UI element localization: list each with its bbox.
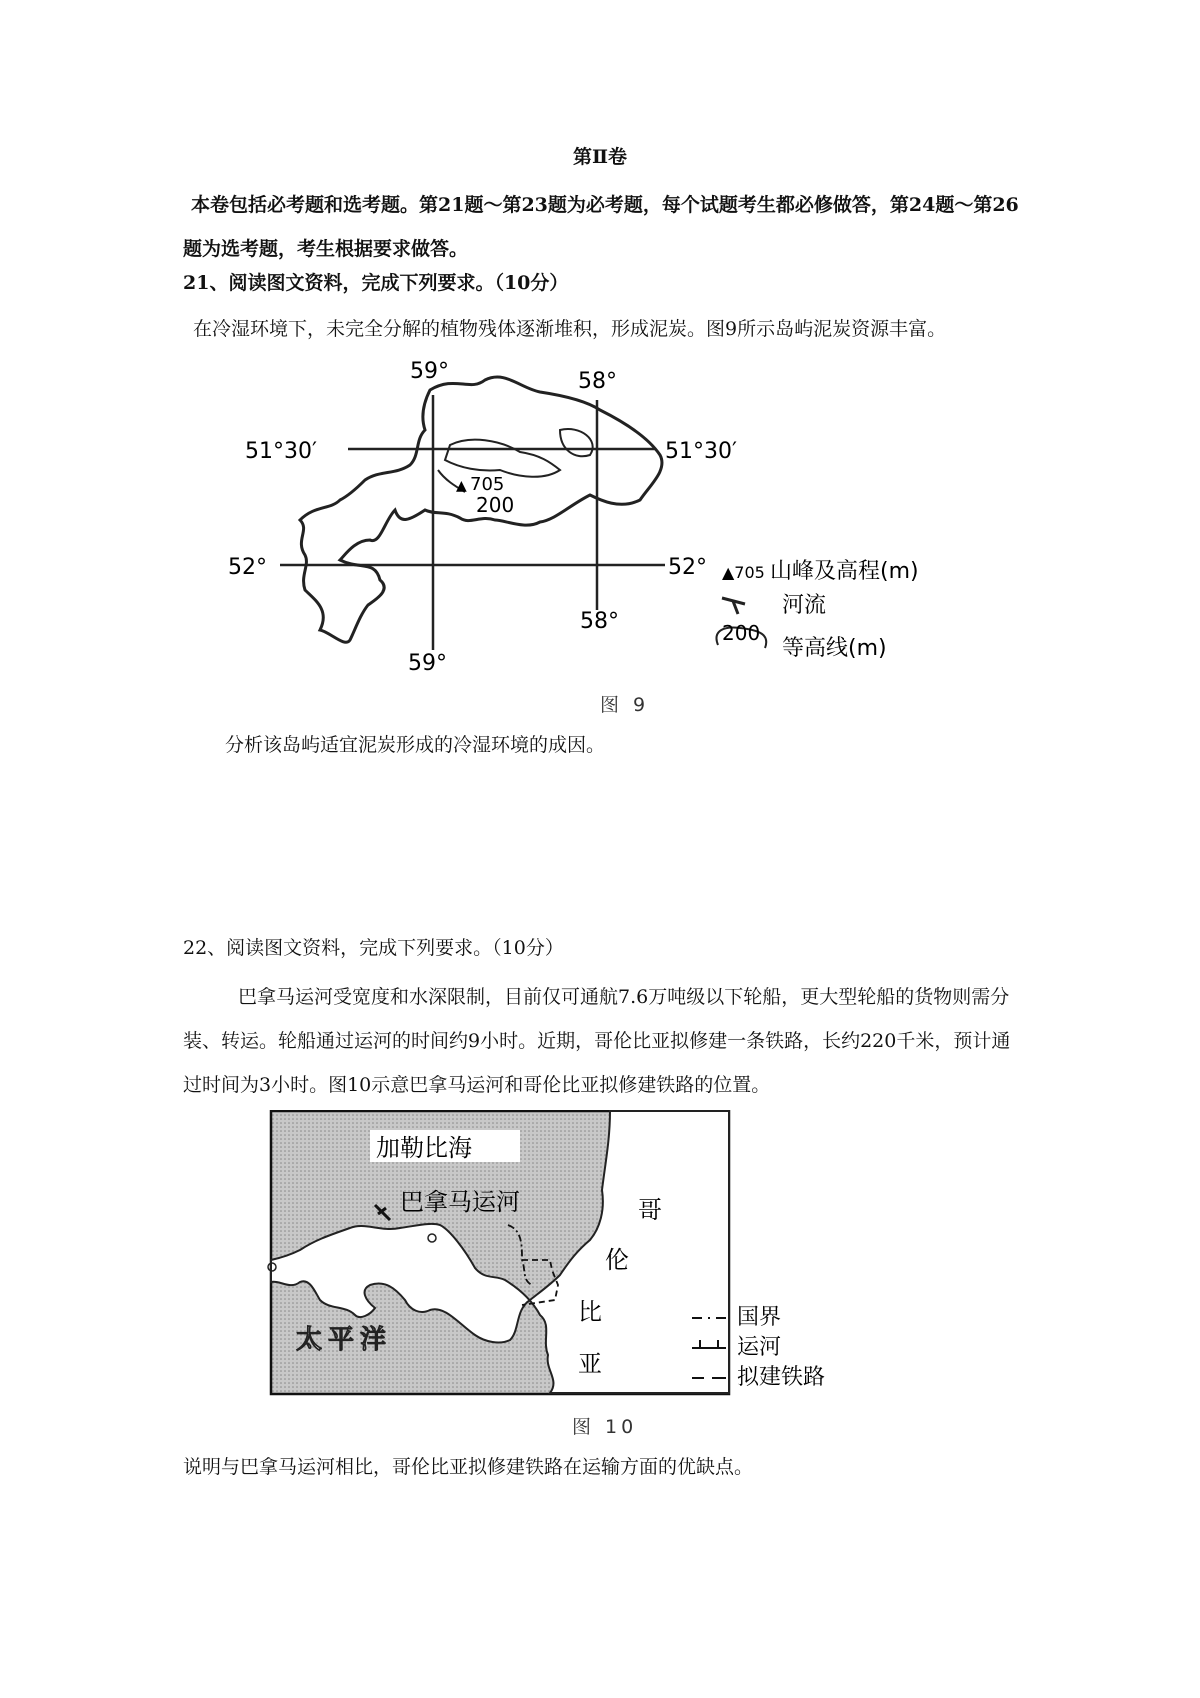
peak-icon: ▲ [456,478,467,494]
question-21-heading: 21、阅读图文资料，完成下列要求。（10分） [183,272,569,294]
figure-9-caption: 图 9 [600,694,650,716]
lon-label-top-left: 59° [410,359,449,384]
label-colombia-2: 伦 [605,1246,629,1274]
legend-railway-label: 拟建铁路 [737,1365,826,1390]
figure-9-map [0,0,1200,700]
lon-label-top-right: 58° [578,369,617,394]
section-title: 第Ⅱ卷 [572,146,627,168]
label-colombia-1: 哥 [638,1196,662,1224]
legend-peak-symbol: ▲705 [722,563,765,582]
peak-elevation: 705 [470,474,505,495]
label-colombia-3: 比 [578,1298,602,1326]
question-22-heading: 22、阅读图文资料，完成下列要求。（10分） [183,937,564,959]
label-colombia-4: 亚 [578,1350,602,1378]
legend-peak-label: 山峰及高程(m) [770,559,919,584]
section-intro: 本卷包括必考题和选考题。第21题～第23题为必考题，每个试题考生都必修做答，第24题～第26题为选考题，考生根据要求做答。 [183,194,1019,260]
lat-label-top-left: 51°30′ [245,439,317,464]
label-caribbean-sea: 加勒比海 [376,1134,472,1162]
contour-label: 200 [476,493,515,517]
legend-canal-label: 运河 [737,1335,782,1360]
question-21-text: 在冷湿环境下，未完全分解的植物残体逐渐堆积，形成泥炭。图9所示岛屿泥炭资源丰富。 [193,318,947,340]
lon-label-bottom-left: 59° [408,651,447,676]
figure-10-caption: 图 10 [572,1416,638,1438]
lon-label-bottom-right: 58° [580,609,619,634]
legend-contour-label: 等高线(m) [782,636,887,661]
label-pacific-ocean: 太平洋 [296,1325,393,1355]
question-22-task: 说明与巴拿马运河相比，哥伦比亚拟修建铁路在运输方面的优缺点。 [183,1456,754,1478]
label-panama-canal: 巴拿马运河 [400,1188,520,1216]
question-21-task: 分析该岛屿适宜泥炭形成的冷湿环境的成因。 [225,734,606,756]
question-22-text: 巴拿马运河受宽度和水深限制，目前仅可通航7.6万吨级以下轮船，更大型轮船的货物则需分装、转运。轮船通过运河的时间约9小时。近期，哥伦比亚拟修建一条铁路，长约220千米，预计通过时间为3小时。图10示意巴拿马运河和哥伦比亚拟修建铁路的位置。 [183,986,1011,1096]
lat-label-bottom-right: 52° [668,555,707,580]
lat-label-top-right: 51°30′ [665,439,737,464]
legend-river-label: 河流 [782,593,827,618]
lat-label-bottom-left: 52° [228,555,267,580]
contour-line-200 [445,440,560,477]
figure-10-map [260,1110,970,1410]
legend-contour-value: 200 [722,621,761,645]
legend-border-label: 国界 [737,1305,782,1330]
legend-river-icon [722,598,745,614]
